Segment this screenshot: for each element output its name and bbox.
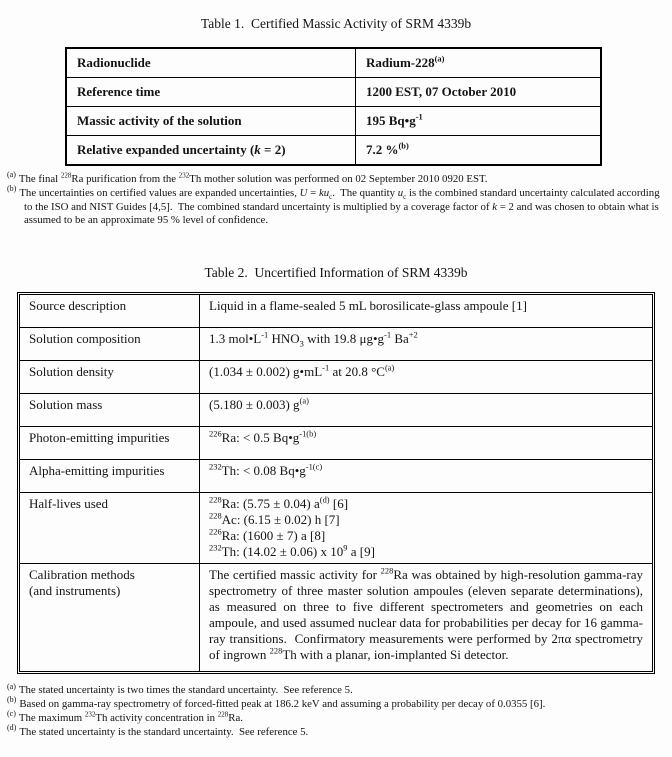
table1-title: Table 1. Certified Massic Activity of SRM 4339b xyxy=(200,16,472,31)
table2-label-solution-mass: Solution mass xyxy=(20,394,200,427)
table-row xyxy=(20,564,653,672)
footnote-marker: (a) xyxy=(7,170,16,180)
footnote-c xyxy=(7,709,665,726)
footnote-marker: (a) xyxy=(7,681,16,691)
table1-label-massic-activity: Massic activity of the solution xyxy=(66,107,356,136)
table-row xyxy=(20,295,653,328)
table1-value-massic-activity: 195 $Bq•g^{-1}$ xyxy=(356,107,602,136)
table2-value-source-description: Liquid in a flame-sealed 5 mL borosilicate-glass ampoule [1] xyxy=(200,295,653,328)
table2-label-half-lives: Half-lives used xyxy=(20,493,200,564)
footnote-d xyxy=(7,722,665,740)
table-row xyxy=(20,460,653,493)
table1-footnotes xyxy=(7,170,665,228)
table1-value-uncertainty: 7.2 %$^{(b)}$ xyxy=(356,136,602,166)
footnote-marker: (d) xyxy=(7,722,17,732)
footnote-text: The final $^{228}$Ra purification from the $^{232}$Th mother solution was performed on 02 September 2010 0920 EST. xyxy=(18,171,488,185)
table-row xyxy=(20,394,653,427)
table1-label-reference-time: Reference time xyxy=(66,78,356,107)
table2-value-solution-mass: (5.180 ± 0.003) $g^{(a)}$ xyxy=(200,394,653,427)
table1-certified-massic-activity xyxy=(65,47,602,166)
table-row xyxy=(20,493,653,564)
table2-label-solution-density: Solution density xyxy=(20,361,200,394)
footnote-text: Based on gamma-ray spectrometry of forced-fitted peak at 186.2 keV and assuming a probability per decay of 0.0355 [6]. xyxy=(19,697,546,710)
table2-label-photon-impurities: Photon-emitting impurities xyxy=(20,427,200,460)
table2-title: Table 2. Uncertified Information of SRM 4339b xyxy=(204,265,468,281)
table-row xyxy=(66,78,601,107)
footnote-marker: (b) xyxy=(7,184,17,194)
table2-uncertified-information xyxy=(19,294,653,672)
table1-label-radionuclide: Radionuclide xyxy=(66,48,356,78)
table2-value-photon-impurities: $^{226}$Ra: < 0.5 $Bq•g^{-1(b)}$ xyxy=(200,427,653,460)
table2-footnotes xyxy=(7,681,665,739)
footnote-a xyxy=(7,681,665,698)
table-row xyxy=(66,48,601,78)
table2-outer-border xyxy=(17,292,655,674)
footnote-text: The stated uncertainty is two times the standard uncertainty. See reference 5. xyxy=(18,684,353,697)
footnote-text: The maximum $^{232}$Th activity concentration in $^{228}$Ra. xyxy=(18,710,243,724)
table1-label-uncertainty: Relative expanded uncertainty (k = 2) xyxy=(66,136,356,166)
table2-value-solution-composition: 1.3 $mol•L^{-1}$ $HNO_3$ with 19.8 $\mu g•g^{-1}$ $Ba^{+2}$ xyxy=(200,328,653,361)
footnote-a xyxy=(7,170,665,187)
table1-value-reference-time: 1200 EST, 07 October 2010 xyxy=(356,78,602,107)
footnote-b xyxy=(7,184,665,228)
table-row xyxy=(20,328,653,361)
footnote-text: The stated uncertainty is the standard uncertainty. See reference 5. xyxy=(19,725,309,738)
footnote-text: The uncertainties on certified values are expanded uncertainties, $U = ku_c$. The quantity $u_c$ is the combined standard uncertainty calculated according to the ISO and NIST Guides [4,5]. The combined standard uncertainty is multiplied by a coverage factor of k = 2 and was chosen to obtain what is assumed to be an approximate 95 % level of confidence. xyxy=(19,186,660,227)
table2-label-solution-composition: Solution composition xyxy=(20,328,200,361)
table-row xyxy=(66,107,601,136)
table-row xyxy=(20,361,653,394)
table2-label-calibration-methods: Calibration methods (and instruments) xyxy=(20,564,200,672)
table-row xyxy=(66,136,601,166)
table2-value-alpha-impurities: $^{232}$Th: < 0.08 $Bq•g^{-1(c)}$ xyxy=(200,460,653,493)
table2-label-source-description: Source description xyxy=(20,295,200,328)
table2-value-half-lives: $^{228}$Ra: (5.75 ± 0.04) $a^{(d)}$ [6] $^{228}$Ac: (6.15 ± 0.02) h [7] $^{226}$Ra: (1600 ± 7) a [8] $^{232}$Th: (14.02 ± 0.06) x $10^9$ a [9] xyxy=(200,493,653,564)
table1-value-radionuclide: Radium-228$^{(a)}$ xyxy=(356,48,602,78)
footnote-b xyxy=(7,695,665,712)
footnote-marker: (b) xyxy=(7,695,17,705)
table2-label-alpha-impurities: Alpha-emitting impurities xyxy=(20,460,200,493)
table2-value-calibration-methods: The certified massic activity for $^{228}$Ra was obtained by high-resolution gamma-ray spectrometry of three master solution ampoules (eleven separate determinations), as measured on three to five different spectrometers and geometries on each ampoule, and used assumed nuclear data for probabilities per decay for 16 gamma-ray transitions. Confirmatory measurements were performed by 2πα spectrometry of ingrown $^{228}$Th with a planar, ion-implanted Si detector. xyxy=(200,564,653,672)
table2-value-solution-density: (1.034 ± 0.002) $g•mL^{-1}$ at 20.8 $^\circ C^{(a)}$ xyxy=(200,361,653,394)
footnote-marker: (c) xyxy=(7,709,16,719)
table-row xyxy=(20,427,653,460)
